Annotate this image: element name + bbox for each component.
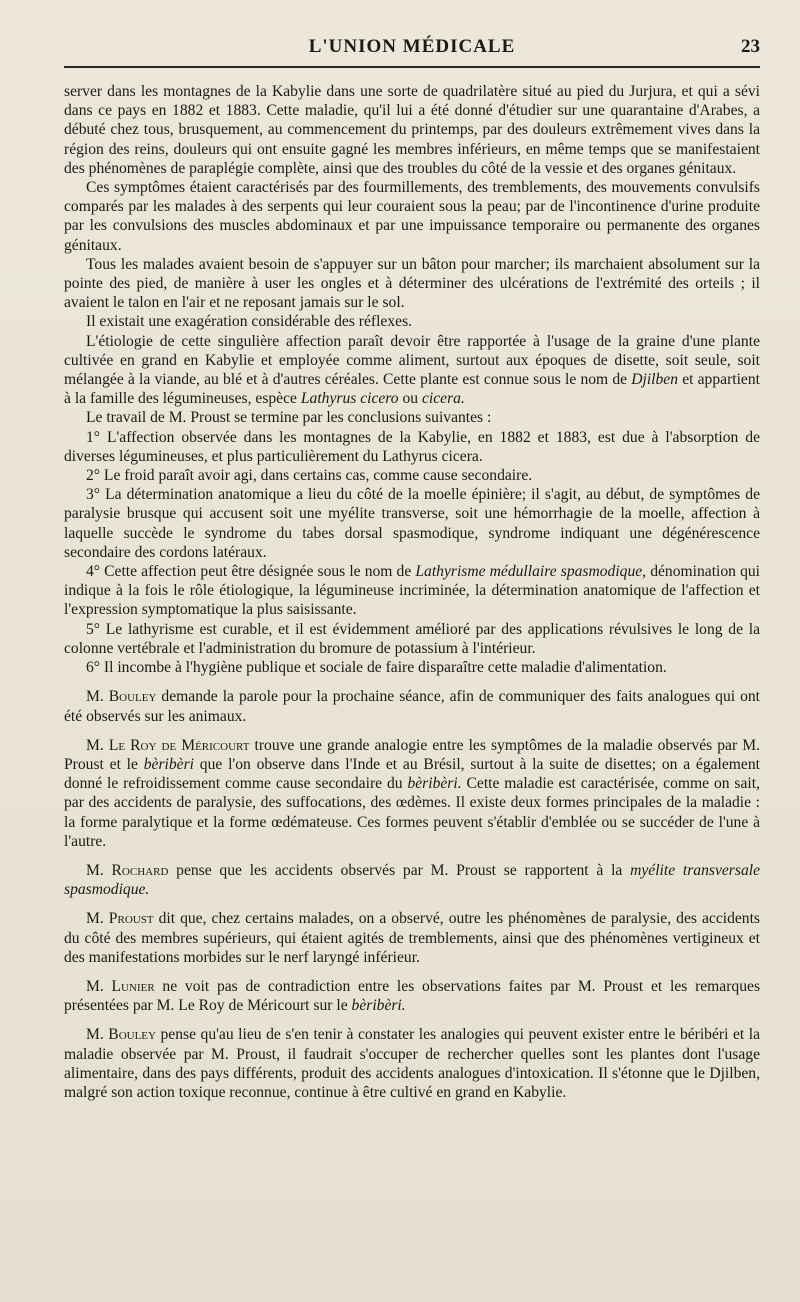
speaker-name: M. Rochard xyxy=(86,861,169,879)
conclusion-item xyxy=(64,562,760,620)
text-run: Cette maladie est caractérisée, comme on sait, par des accidents de paralysie, des suffocations, des œdèmes. Il existe deux formes principales de la maladie : la forme paralytique et la forme œdémateuse. Ces formes peuvent s'établir d'emblée ou se succéder de l'une à l'autre. xyxy=(64,775,760,850)
text-run: pense que les accidents observés par M. Proust se rapportent à la xyxy=(168,861,631,879)
text-run: que l'on observe dans l'Inde et au Brésil, surtout à la suite de disettes; on a également donné le refroidissement comme cause secondaire du xyxy=(64,755,760,793)
conclusion-item: 3° La détermination anatomique a lieu du côté de la moelle épinière; il s'agit, au début, de symptômes de paralysie brusque qui accusent soit une myélite transverse, soit une hémorrhagie de la moelle, affection à laquelle succède le syndrome du tabes dorsal spasmodique, syndrome indiquant une dégénérescence secondaire des cordons latéraux. xyxy=(64,486,760,561)
discussion-paragraph xyxy=(64,861,760,899)
paragraph: server dans les montagnes de la Kabylie dans une sorte de quadrilatère situé au pied du Jurjura, et qui a sévi dans ce pays en 1882 et 1883. Cette maladie, qu'il lui a été donné d'étudier sur une quarantaine d'Arabes, a débuté chez tous, brusquement, au commencement du printemps, par des douleurs extrêmement vives dans la région des reins, douleurs qui ont ensuite gagné les membres inférieurs, en même temps que se manifestaient des phénomènes de paraplégie complète, ainsi que des troubles du côté de la vessie et des organes génitaux. xyxy=(64,83,760,177)
running-title: L'UNION MÉDICALE xyxy=(308,36,516,57)
paragraph xyxy=(64,332,760,409)
speaker-name: M. Le Roy de Méricourt xyxy=(86,736,250,754)
text-run: demande la parole pour la prochaine séance, afin de communiquer des faits analogues qui ont été observés sur les animaux. xyxy=(64,688,760,725)
species-name: cicera. xyxy=(422,390,465,408)
page-number: 23 xyxy=(741,36,760,57)
text-run: L'étiologie de cette singulière affection paraît devoir être rapportée à l'usage de la graine d'une plante cultivée en grand en Kabylie et employée comme aliment, surtout aux époques de disette, soit seule, soit mélangée à la viande, au blé et à d'autres céréales. Cette plante est connue sous le nom de xyxy=(64,332,760,389)
page-header xyxy=(64,36,760,68)
disease-term: myélite transversale spasmodique. xyxy=(64,861,760,899)
speaker-name: M. Bouley xyxy=(86,1026,156,1044)
text-run: trouve une grande analogie entre les symptômes de la maladie observés par M. Proust et le xyxy=(64,736,760,773)
conclusion-item: 5° Le lathyrisme est curable, et il est évidemment amélioré par des applications révulsives le long de la colonne vertébrale et l'administration du bromure de potassium à l'intérieur. xyxy=(64,620,760,657)
conclusion-item: 6° Il incombe à l'hygiène publique et sociale de faire disparaître cette maladie d'alimentation. xyxy=(86,659,667,677)
discussion-paragraph xyxy=(64,909,760,967)
speaker-name: M. Lunier xyxy=(86,977,155,995)
disease-term: Lathyrisme médullaire spasmodique, xyxy=(415,563,647,581)
species-name: Lathyrus cicero xyxy=(300,390,399,408)
speaker-name: M. Bouley xyxy=(86,688,157,706)
article-body xyxy=(64,82,760,1102)
discussion-paragraph xyxy=(64,1025,760,1102)
discussion-paragraph xyxy=(64,687,760,725)
discussion-paragraph xyxy=(64,977,760,1015)
disease-term: bèribèri xyxy=(143,755,194,773)
conclusion-item: 2° Le froid paraît avoir agi, dans certains cas, comme cause secondaire. xyxy=(86,467,533,485)
text-run: pense qu'au lieu de s'en tenir à constater les analogies qui peuvent exister entre le béribéri et la maladie observée par M. Proust, il faudrait s'occuper de rechercher quelles sont les plantes dont l'usage alimentaire, dans des pays différents, produit des accidents analogues d'intoxication. Il s'étonne que le Djilben, malgré son action toxique reconnue, continue à être cultivé en grand en Kabylie. xyxy=(64,1026,760,1101)
paragraph: Il existait une exagération considérable des réflexes. xyxy=(86,313,413,331)
speaker-name: M. Proust xyxy=(86,910,154,928)
text-run: ne voit pas de contradiction entre les observations faites par M. Proust et les remarques présentées par M. Le Roy de Méricourt sur le xyxy=(64,977,761,1015)
conclusion-item: 1° L'affection observée dans les montagnes de la Kabylie, en 1882 et 1883, est due à l'absorption de diverses légumineuses, et plus particulièrement du Lathyrus cicera. xyxy=(64,428,760,465)
paragraph: Tous les malades avaient besoin de s'appuyer sur un bâton pour marcher; ils marchaient absolument sur la pointe des pied, de manière à user les ongles et à déterminer des ulcérations de l'extrémité des orteils ; il avaient le talon en l'air et ne reposant jamais sur le sol. xyxy=(64,255,760,312)
text-run: dénomination qui indique à la fois le rôle étiologique, la légumineuse incriminée, la détermination anatomique de l'affection et l'expression symptomatique la plus saisissante. xyxy=(64,563,760,619)
disease-term: bèribèri. xyxy=(407,775,462,793)
text-run: et appartient à la famille des légumineuses, espèce xyxy=(64,371,760,408)
paragraph: Ces symptômes étaient caractérisés par des fourmillements, des tremblements, des mouvements convulsifs comparés par les malades à des serpents qui leur couraient sous la peau; par de l'incontinence d'urine produite par les convulsions des muscles abdominaux et par une impuissance temporaire ou permanente des organes génitaux. xyxy=(64,179,760,254)
paragraph: Le travail de M. Proust se termine par les conclusions suivantes : xyxy=(86,409,492,427)
disease-term: bèribèri. xyxy=(351,997,406,1015)
text-run: ou xyxy=(398,390,422,408)
text-run: dit que, chez certains malades, on a observé, outre les phénomènes de paralysie, des accidents du côté des membres supérieurs, qui étaient agités de tremblements, ainsi que des phénomènes vertigineux et des manifestations morbides sur le nerf laryngé inférieur. xyxy=(64,910,760,966)
discussion-paragraph xyxy=(64,736,760,851)
plant-name: Djilben xyxy=(631,371,679,389)
text-run: 4° Cette affection peut être désignée sous le nom de xyxy=(86,563,416,581)
